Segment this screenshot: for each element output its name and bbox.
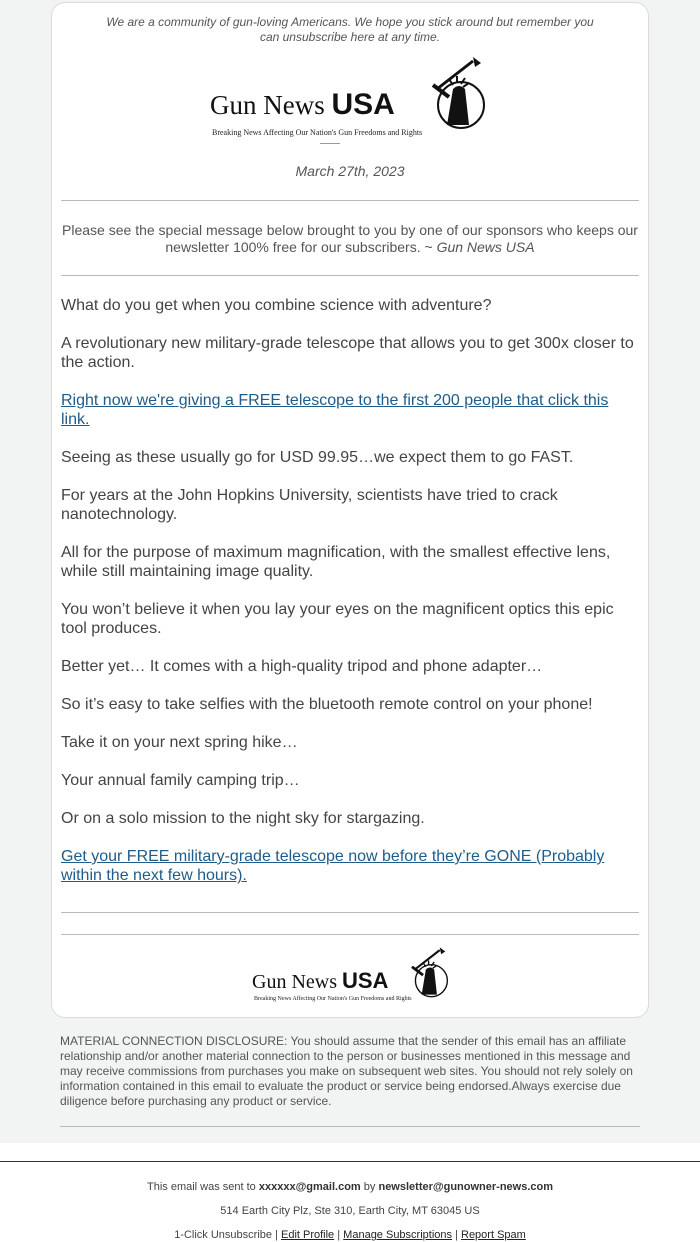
email-footer xyxy=(0,1161,700,1242)
sender-email: newsletter@gunowner-news.com xyxy=(378,1181,554,1193)
body-paragraph: So it’s easy to take selfies with the bluetooth remote control on your phone! xyxy=(61,696,593,713)
sent-to-line: This email was sent to xxxxxx@gmail.com by newsletter@gunowner-news.com xyxy=(146,1181,554,1193)
free-telescope-link[interactable]: Right now we're giving a FREE telescope to the first 200 people that click this link. xyxy=(61,392,609,428)
logo-tagline: Breaking News Affecting Our Nation's Gun Freedoms and Rights xyxy=(212,128,423,137)
body-paragraph: A revolutionary new military-grade telescope that allows you to get 300x closer to the action. xyxy=(61,335,634,371)
edit-profile-link[interactable]: Edit Profile xyxy=(280,1229,335,1241)
logo-underline xyxy=(320,143,340,144)
footer-logo[interactable] xyxy=(240,943,460,1011)
manage-subscriptions-link[interactable]: Manage Subscriptions xyxy=(343,1229,453,1241)
statue-of-liberty-icon xyxy=(405,945,455,999)
divider xyxy=(61,912,639,913)
logo-name: Gun News USA xyxy=(252,968,389,993)
logo-tagline: Breaking News Affecting Our Nation's Gun Freedoms and Rights xyxy=(254,996,412,1002)
newsletter-date: March 27th, 2023 xyxy=(295,163,405,179)
material-disclosure: MATERIAL CONNECTION DISCLOSURE: You should assume that the sender of this email has an affiliate relationship and/or another material connection to the person or businesses mentioned in this message and may receive commissions from purchases you make on subsequent web sites. You should not rely solely on information contained in this email to evaluate the product or service being endorsed.Always exercise due diligence before purchasing any product or service. xyxy=(60,1034,633,1108)
body-paragraph: Or on a solo mission to the night sky for stargazing. xyxy=(61,810,425,827)
report-spam-link[interactable]: Report Spam xyxy=(461,1229,526,1241)
footer-links: 1-Click Unsubscribe | Edit Profile | Manage Subscriptions | Report Spam xyxy=(174,1229,526,1241)
body-paragraph: Take it on your next spring hike… xyxy=(61,734,298,751)
body-paragraph: All for the purpose of maximum magnification, with the smallest effective lens, while still maintaining image quality. xyxy=(61,544,611,580)
sponsor-signature: Gun News USA xyxy=(436,239,535,255)
sponsor-message: Please see the special message below brought to you by one of our sponsors who keeps our newsletter 100% free for our subscribers. ~ Gun News USA xyxy=(62,222,638,255)
email-body xyxy=(61,296,639,904)
body-paragraph: Better yet… It comes with a high-quality tripod and phone adapter… xyxy=(61,658,543,675)
body-paragraph: Seeing as these usually go for USD 99.95…we expect them to go FAST. xyxy=(61,449,574,466)
mailing-address: 514 Earth City Plz, Ste 310, Earth City, MT 63045 US xyxy=(220,1205,480,1217)
body-paragraph: Your annual family camping trip… xyxy=(61,772,300,789)
body-paragraph: You won’t believe it when you lay your eyes on the magnificent optics this epic tool produces. xyxy=(61,601,614,637)
one-click-unsubscribe[interactable]: 1-Click Unsubscribe xyxy=(174,1229,272,1241)
gun-news-usa-logo[interactable] xyxy=(195,55,495,147)
get-telescope-link[interactable]: Get your FREE military-grade telescope now before they’re GONE (Probably within the next few hours). xyxy=(61,848,605,884)
logo-name: Gun News USA xyxy=(210,88,395,121)
divider xyxy=(61,275,639,276)
statue-of-liberty-icon xyxy=(423,55,495,130)
recipient-email: xxxxxx@gmail.com xyxy=(258,1181,361,1193)
divider xyxy=(61,934,639,935)
divider xyxy=(61,200,639,201)
intro-text: We are a community of gun-loving Americans. We hope you stick around but remember you can unsubscribe here at any time. xyxy=(106,15,594,44)
body-paragraph: For years at the John Hopkins University, scientists have tried to crack nanotechnology. xyxy=(61,487,558,523)
divider xyxy=(60,1126,640,1127)
body-paragraph: What do you get when you combine science with adventure? xyxy=(61,297,492,314)
